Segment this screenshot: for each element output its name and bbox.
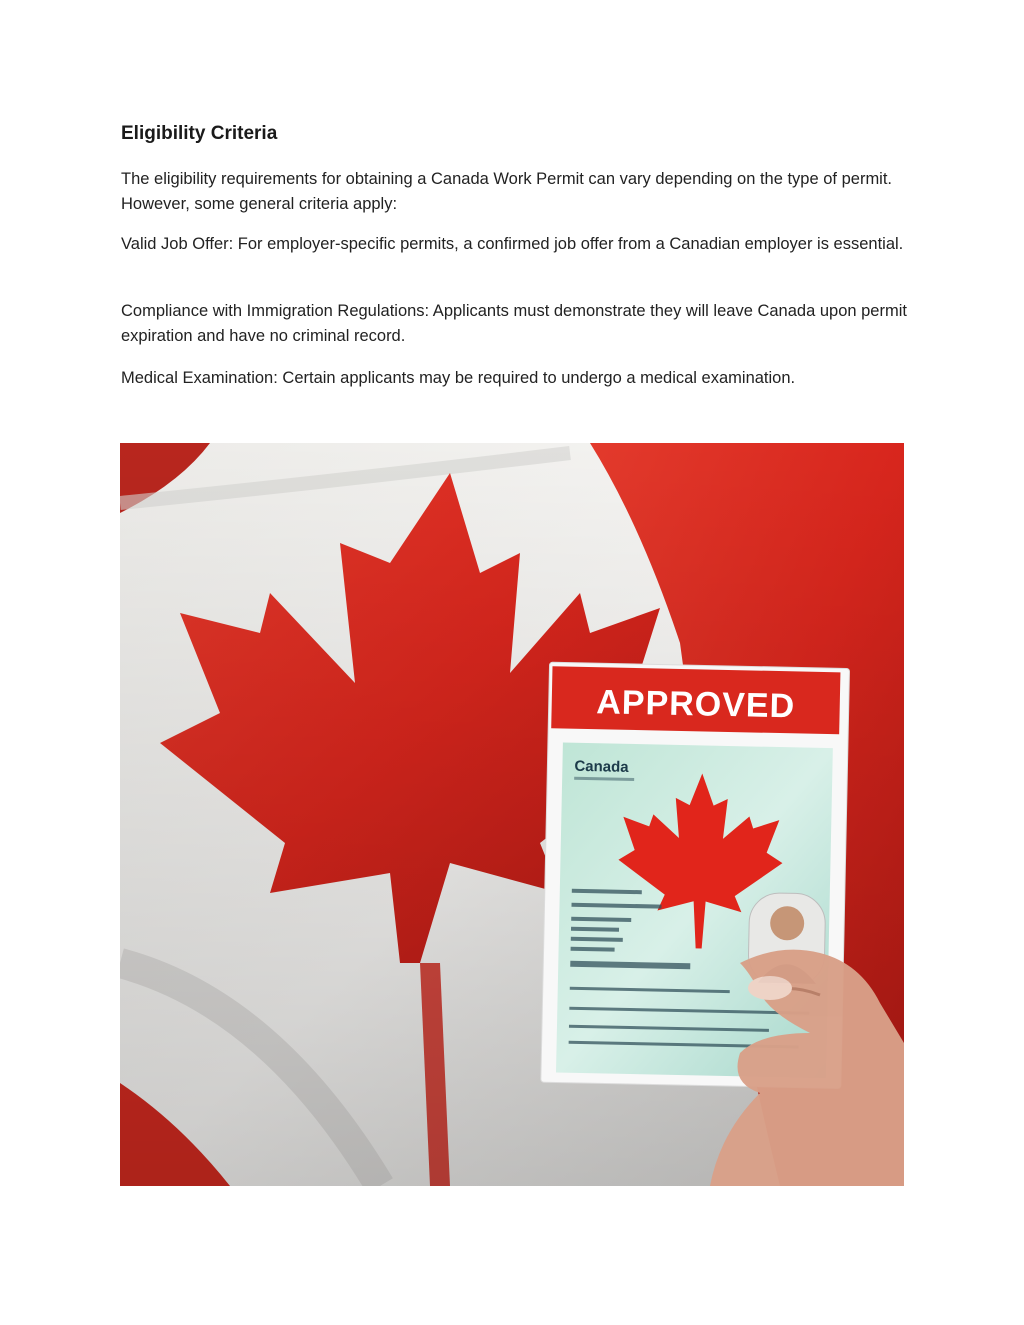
card-country-label: Canada — [574, 757, 629, 776]
section-heading: Eligibility Criteria — [121, 123, 278, 144]
medical-paragraph: Medical Examination: Certain applicants may be required to undergo a medical examination. — [121, 369, 796, 387]
approved-label: APPROVED — [595, 683, 796, 726]
illustration — [120, 443, 904, 1186]
intro-paragraph: The eligibility requirements for obtaining a Canada Work Permit can vary depending on the type of permit. However, some general criteria apply: — [121, 170, 893, 213]
compliance-paragraph: Compliance with Immigration Regulations: Applicants must demonstrate they will leave Canada upon permit expiration and have no criminal record. — [121, 302, 907, 345]
job-offer-paragraph: Valid Job Offer: For employer-specific permits, a confirmed job offer from a Canadian employer is essential. — [121, 235, 904, 253]
canada-flag-permit-image — [120, 443, 904, 1186]
